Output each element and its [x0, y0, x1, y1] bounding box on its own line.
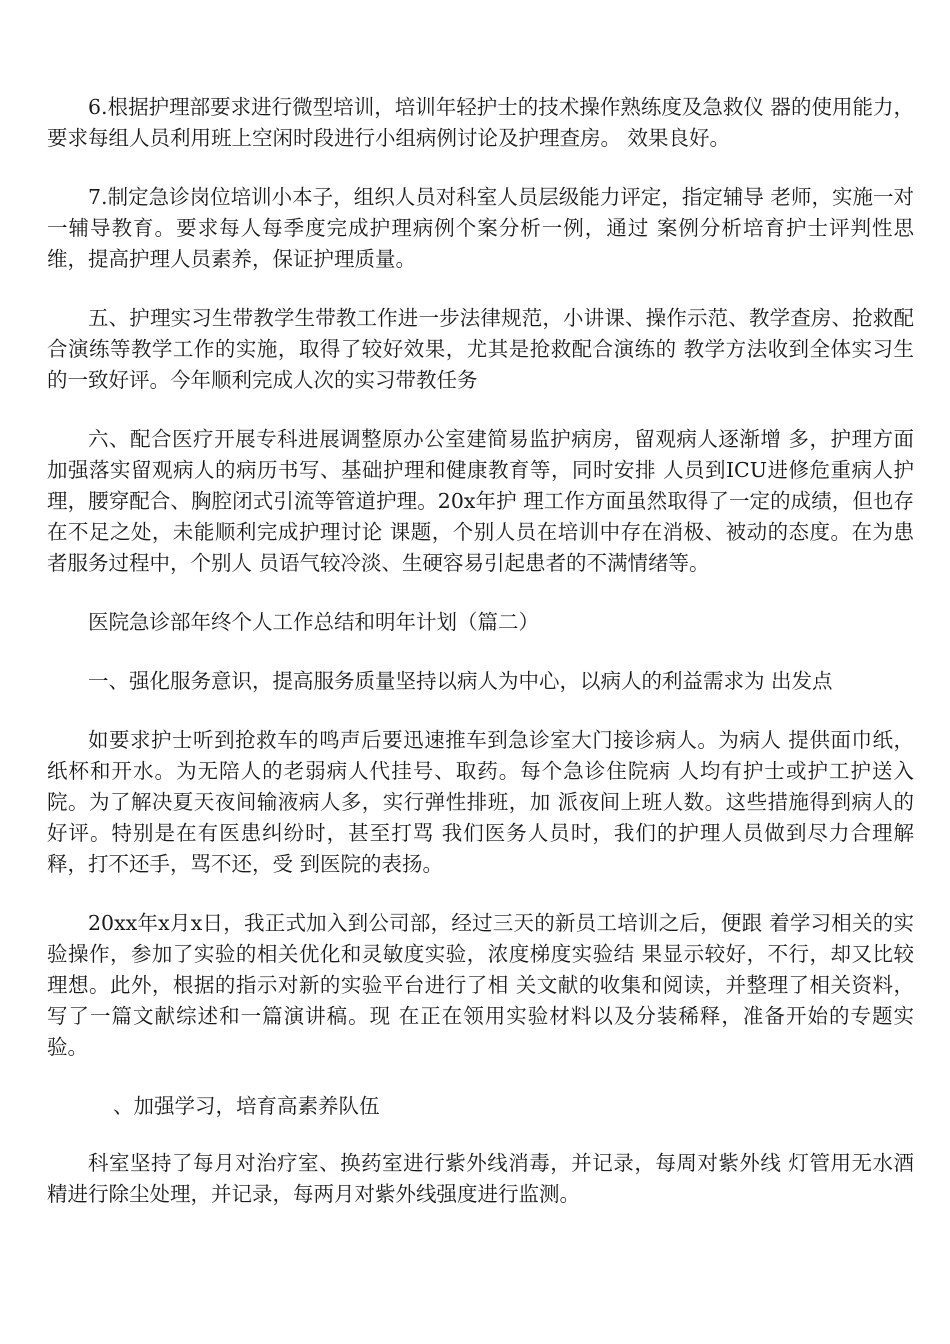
section-title: 医院急诊部年终个人工作总结和明年计划（篇二）	[88, 610, 539, 634]
paragraph-training: 6.根据护理部要求进行微型培训，培训年轻护士的技术操作熟练度及急救仪 器的使用能力，要求每组人员利用班上空闲时段进行小组病例讨论及护理查房。 效果良好。	[47, 95, 914, 150]
paragraph-new-employee: 20xx年x月x日，我正式加入到公司部，经过三天的新员工培训之后，便跟 着学习相关的实验操作，参加了实验的相关优化和灵敏度实验，浓度梯度实验结 果显示较好，不行，却又比较理想。此外，根据的指示对新的实验平台进行了相 关文献的收集和阅读，并整理了相关资料，写了一篇文献综述和一篇演讲稿。现 在正在领用实验材料以及分装稀释，准备开始的专题实验。	[47, 911, 914, 1059]
subsection-title: 、加强学习，培育高素养队伍	[113, 1094, 380, 1118]
paragraph-intern-teaching: 五、护理实习生带教学生带教工作进一步法律规范，小讲课、操作示范、教学查房、抢救配合演练等教学工作的实施，取得了较好效果，尤其是抢救配合演练的 教学方法收到全体实习生的一致好评。今年顺利完成人次的实习带教任务	[47, 306, 914, 392]
paragraph-disinfection: 科室坚持了每月对治疗室、换药室进行紫外线消毒，并记录，每周对紫外线 灯管用无水酒精进行除尘处理，并记录，每两月对紫外线强度进行监测。	[47, 1151, 914, 1206]
paragraph-service-measures: 如要求护士听到抢救车的鸣声后要迅速推车到急诊室大门接诊病人。为病人 提供面巾纸，纸杯和开水。为无陪人的老弱病人代挂号、取药。每个急诊住院病 人均有护士或护工护送入院。为了解决夏天夜间输液病人多，实行弹性排班，加 派夜间上班人数。这些措施得到病人的好评。特别是在有医患纠纷时，甚至打骂 我们医务人员时，我们的护理人员做到尽力合理解释，打不还手，骂不还，受 到医院的表扬。	[47, 728, 914, 876]
paragraph-training-booklet: 7.制定急诊岗位培训小本子，组织人员对科室人员层级能力评定，指定辅导 老师，实施一对一辅导教育。要求每人每季度完成护理病例个案分析一例，通过 案例分析培育护士评判性思维，提高护理人员素养，保证护理质量。	[47, 185, 914, 271]
paragraph-specialty-development: 六、配合医疗开展专科进展调整原办公室建简易监护病房，留观病人逐渐增 多，护理方面加强落实留观病人的病历书写、基础护理和健康教育等，同时安排 人员到ICU进修危重病人护理，腰穿配合、胸腔闭式引流等管道护理。20x年护 理工作方面虽然取得了一定的成绩，但也存在不足之处，未能顺利完成护理讨论 课题，个别人员在培训中存在消极、被动的态度。在为患者服务过程中，个别人 员语气较冷淡、生硬容易引起患者的不满情绪等。	[47, 427, 914, 575]
paragraph-service-awareness: 一、强化服务意识，提高服务质量坚持以病人为中心，以病人的利益需求为 出发点	[88, 669, 833, 693]
